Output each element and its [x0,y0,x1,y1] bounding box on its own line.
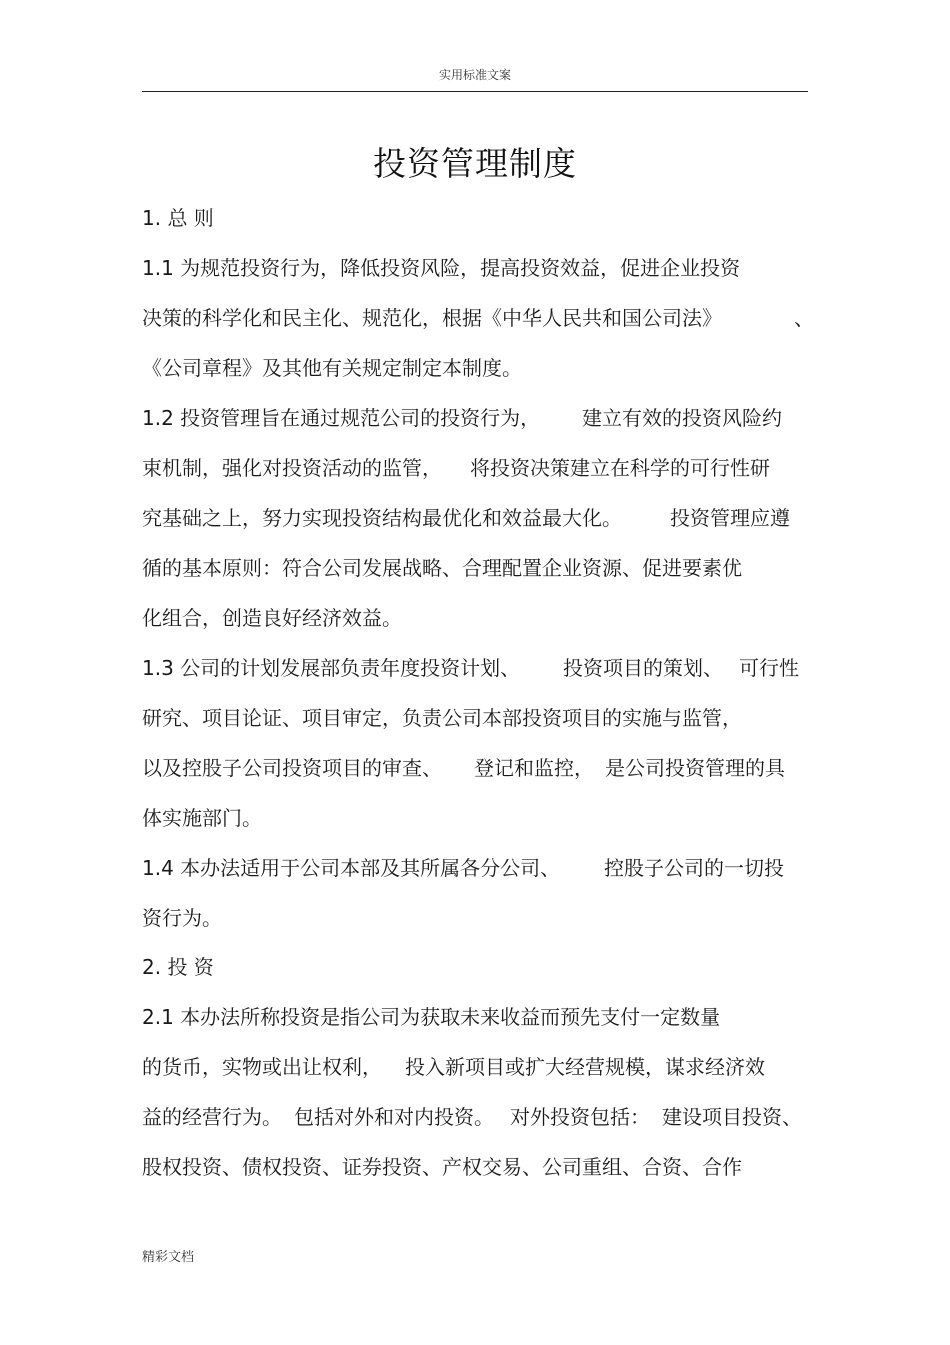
body-text-line: 研究、项目论证、项目审定，负责公司本部投资项目的实施与监管， [142,706,742,730]
body-text-line: 控股子公司的一切投 [604,856,784,880]
body-text-line: 以及控股子公司投资项目的审查、 [142,756,442,780]
body-text-line: 1. 总 则 [142,206,214,230]
body-text-line: 束机制，强化对投资活动的监管， [142,456,442,480]
body-text-line: 投资管理应遵 [670,506,790,530]
body-text-line: 股权投资、债权投资、证券投资、产权交易、公司重组、合资、合作 [142,1155,742,1179]
body-text-line: 益的经营行为。 [142,1105,282,1129]
body-text-line: 《公司章程》及其他有关规定制定本制度。 [142,356,522,380]
body-text-line: 2.1 本办法所称投资是指公司为获取未来收益而预先支付一定数量 [142,1005,721,1029]
body-text-line: 是公司投资管理的具 [605,756,785,780]
body-text-line: 资行为。 [142,906,222,930]
body-text-line: 建设项目投资、 [662,1105,802,1129]
body-text-line: 1.2 投资管理旨在通过规范公司的投资行为， [142,406,541,430]
body-text-line: 循的基本原则：符合公司发展战略、合理配置企业资源、促进要素优 [142,556,742,580]
body-text-line: 究基础之上，努力实现投资结构最优化和效益最大化。 [142,506,622,530]
page-footer: 精彩文档 [142,1250,195,1265]
header-divider [142,91,808,92]
page-header: 实用标准文案 [438,68,511,82]
body-text-line: 1.4 本办法适用于公司本部及其所属各分公司、 [142,856,561,880]
body-text-line: 建立有效的投资风险约 [582,406,782,430]
body-text-line: 包括对外和对内投资。 [294,1105,494,1129]
body-text-line: 可行性 [739,656,799,680]
body-text-line: 体实施部门。 [142,806,262,830]
body-text-line: 、 [794,306,814,330]
body-text-line: 登记和监控， [474,756,594,780]
body-text-line: 决策的科学化和民主化、规范化，根据《中华人民共和国公司法》 [142,306,722,330]
body-text-line: 投资项目的策划、 [563,656,723,680]
body-text-line: 2. 投 资 [142,955,214,979]
document-title: 投资管理制度 [373,144,577,183]
body-text-line: 的货币，实物或出让权利， [142,1055,382,1079]
body-text-line: 1.1 为规范投资行为，降低投资风险，提高投资效益，促进企业投资 [142,256,741,280]
body-text-line: 对外投资包括： [510,1105,650,1129]
body-text-line: 1.3 公司的计划发展部负责年度投资计划、 [142,656,521,680]
body-text-line: 化组合，创造良好经济效益。 [142,606,402,630]
body-text-line: 将投资决策建立在科学的可行性研 [470,456,770,480]
body-text-line: 投入新项目或扩大经营规模，谋求经济效 [405,1055,765,1079]
